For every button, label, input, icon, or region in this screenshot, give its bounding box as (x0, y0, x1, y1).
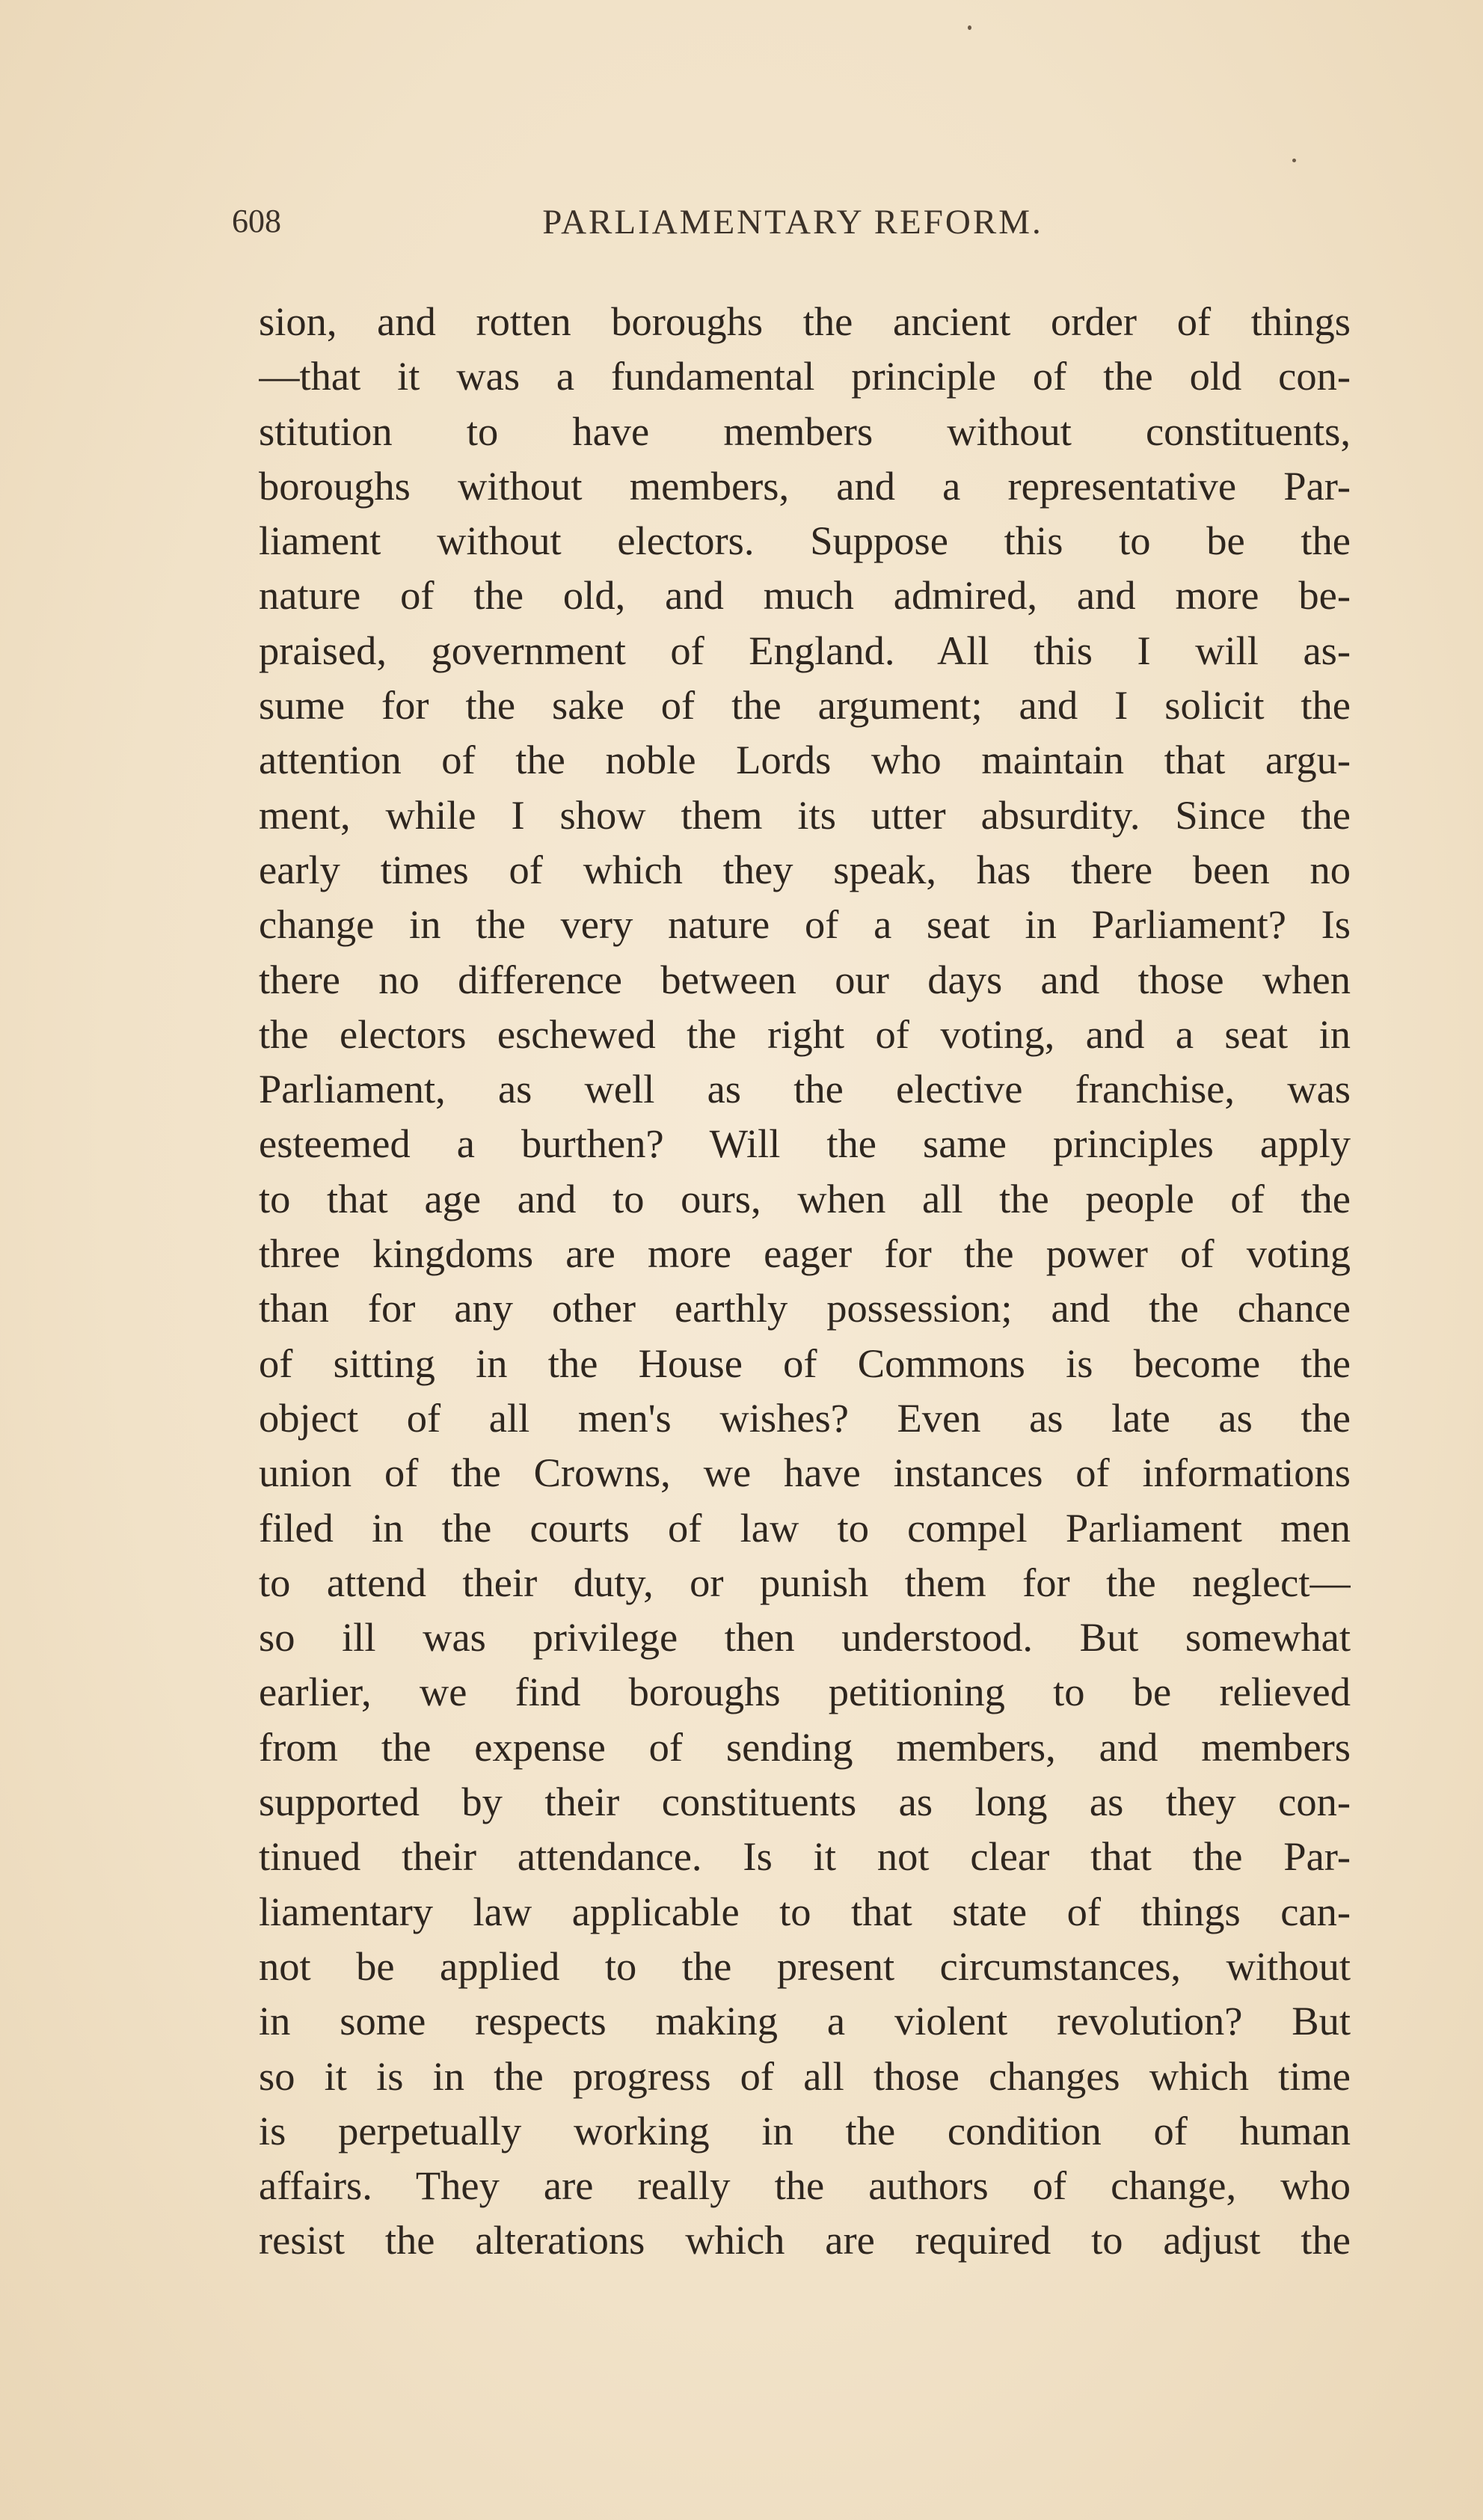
text-line: in some respects making a violent revolution? But (259, 1998, 1351, 2044)
text-line: earlier, we find boroughs petitioning to be relieved (259, 1669, 1351, 1715)
text-line: is perpetually working in the condition of human (259, 2107, 1351, 2153)
text-line: than for any other earthly possession; and the chance (259, 1285, 1351, 1331)
text-line: union of the Crowns, we have instances of informations (259, 1450, 1351, 1496)
running-head: PARLIAMENTARY REFORM. (542, 203, 1043, 242)
text-line: nature of the old, and much admired, and more be- (259, 572, 1351, 619)
text-line: filed in the courts of law to compel Parliament men (259, 1504, 1351, 1551)
text-line: ment, while I show them its utter absurdity. Since the (259, 791, 1351, 838)
text-line: the electors eschewed the right of voting, and a seat in (259, 1011, 1351, 1057)
text-line: change in the very nature of a seat in Parliament? Is (259, 901, 1351, 948)
text-line: of sitting in the House of Commons is become the (259, 1340, 1351, 1386)
page-header (232, 202, 1354, 254)
text-line: object of all men's wishes? Even as late as the (259, 1394, 1351, 1441)
text-line: from the expense of sending members, and members (259, 1723, 1351, 1770)
text-line: early times of which they speak, has there been no (259, 846, 1351, 892)
text-line: so it is in the progress of all those changes which time (259, 2053, 1351, 2099)
text-line: attention of the noble Lords who maintain that argu- (259, 737, 1351, 783)
paper-speck (968, 25, 971, 30)
text-line: praised, government of England. All this I will as- (259, 627, 1351, 673)
text-line: so ill was privilege then understood. But somewhat (259, 1614, 1351, 1661)
text-line: not be applied to the present circumstances, without (259, 1943, 1351, 1989)
text-line: boroughs without members, and a representative Par- (259, 462, 1351, 509)
text-line: Parliament, as well as the elective franchise, was (259, 1066, 1351, 1112)
text-line: tinued their attendance. Is it not clear that the Par- (259, 1833, 1351, 1880)
text-line: supported by their constituents as long as they con- (259, 1779, 1351, 1825)
text-line: sume for the sake of the argument; and I solicit the (259, 682, 1351, 729)
text-line: there no difference between our days and those when (259, 956, 1351, 1002)
text-line: sion, and rotten boroughs the ancient order of things (259, 298, 1351, 344)
text-line: affairs. They are really the authors of change, who (259, 2162, 1351, 2209)
body-text (259, 294, 1351, 2268)
text-line: to that age and to ours, when all the people of the (259, 1175, 1351, 1221)
page-number: 608 (232, 203, 281, 239)
text-line: liament without electors. Suppose this to be the (259, 518, 1351, 564)
text-line: liamentary law applicable to that state of things can- (259, 1888, 1351, 1934)
text-line: esteemed a burthen? Will the same principles apply (259, 1120, 1351, 1167)
text-line: three kingdoms are more eager for the power of voting (259, 1230, 1351, 1277)
text-line: resist the alterations which are required to adjust the (259, 2217, 1351, 2263)
text-line: —that it was a fundamental principle of the old con- (259, 353, 1351, 399)
text-line: stitution to have members without constituents, (259, 408, 1351, 454)
paper-speck (1292, 159, 1296, 162)
text-line: to attend their duty, or punish them for the neglect— (259, 1559, 1351, 1605)
